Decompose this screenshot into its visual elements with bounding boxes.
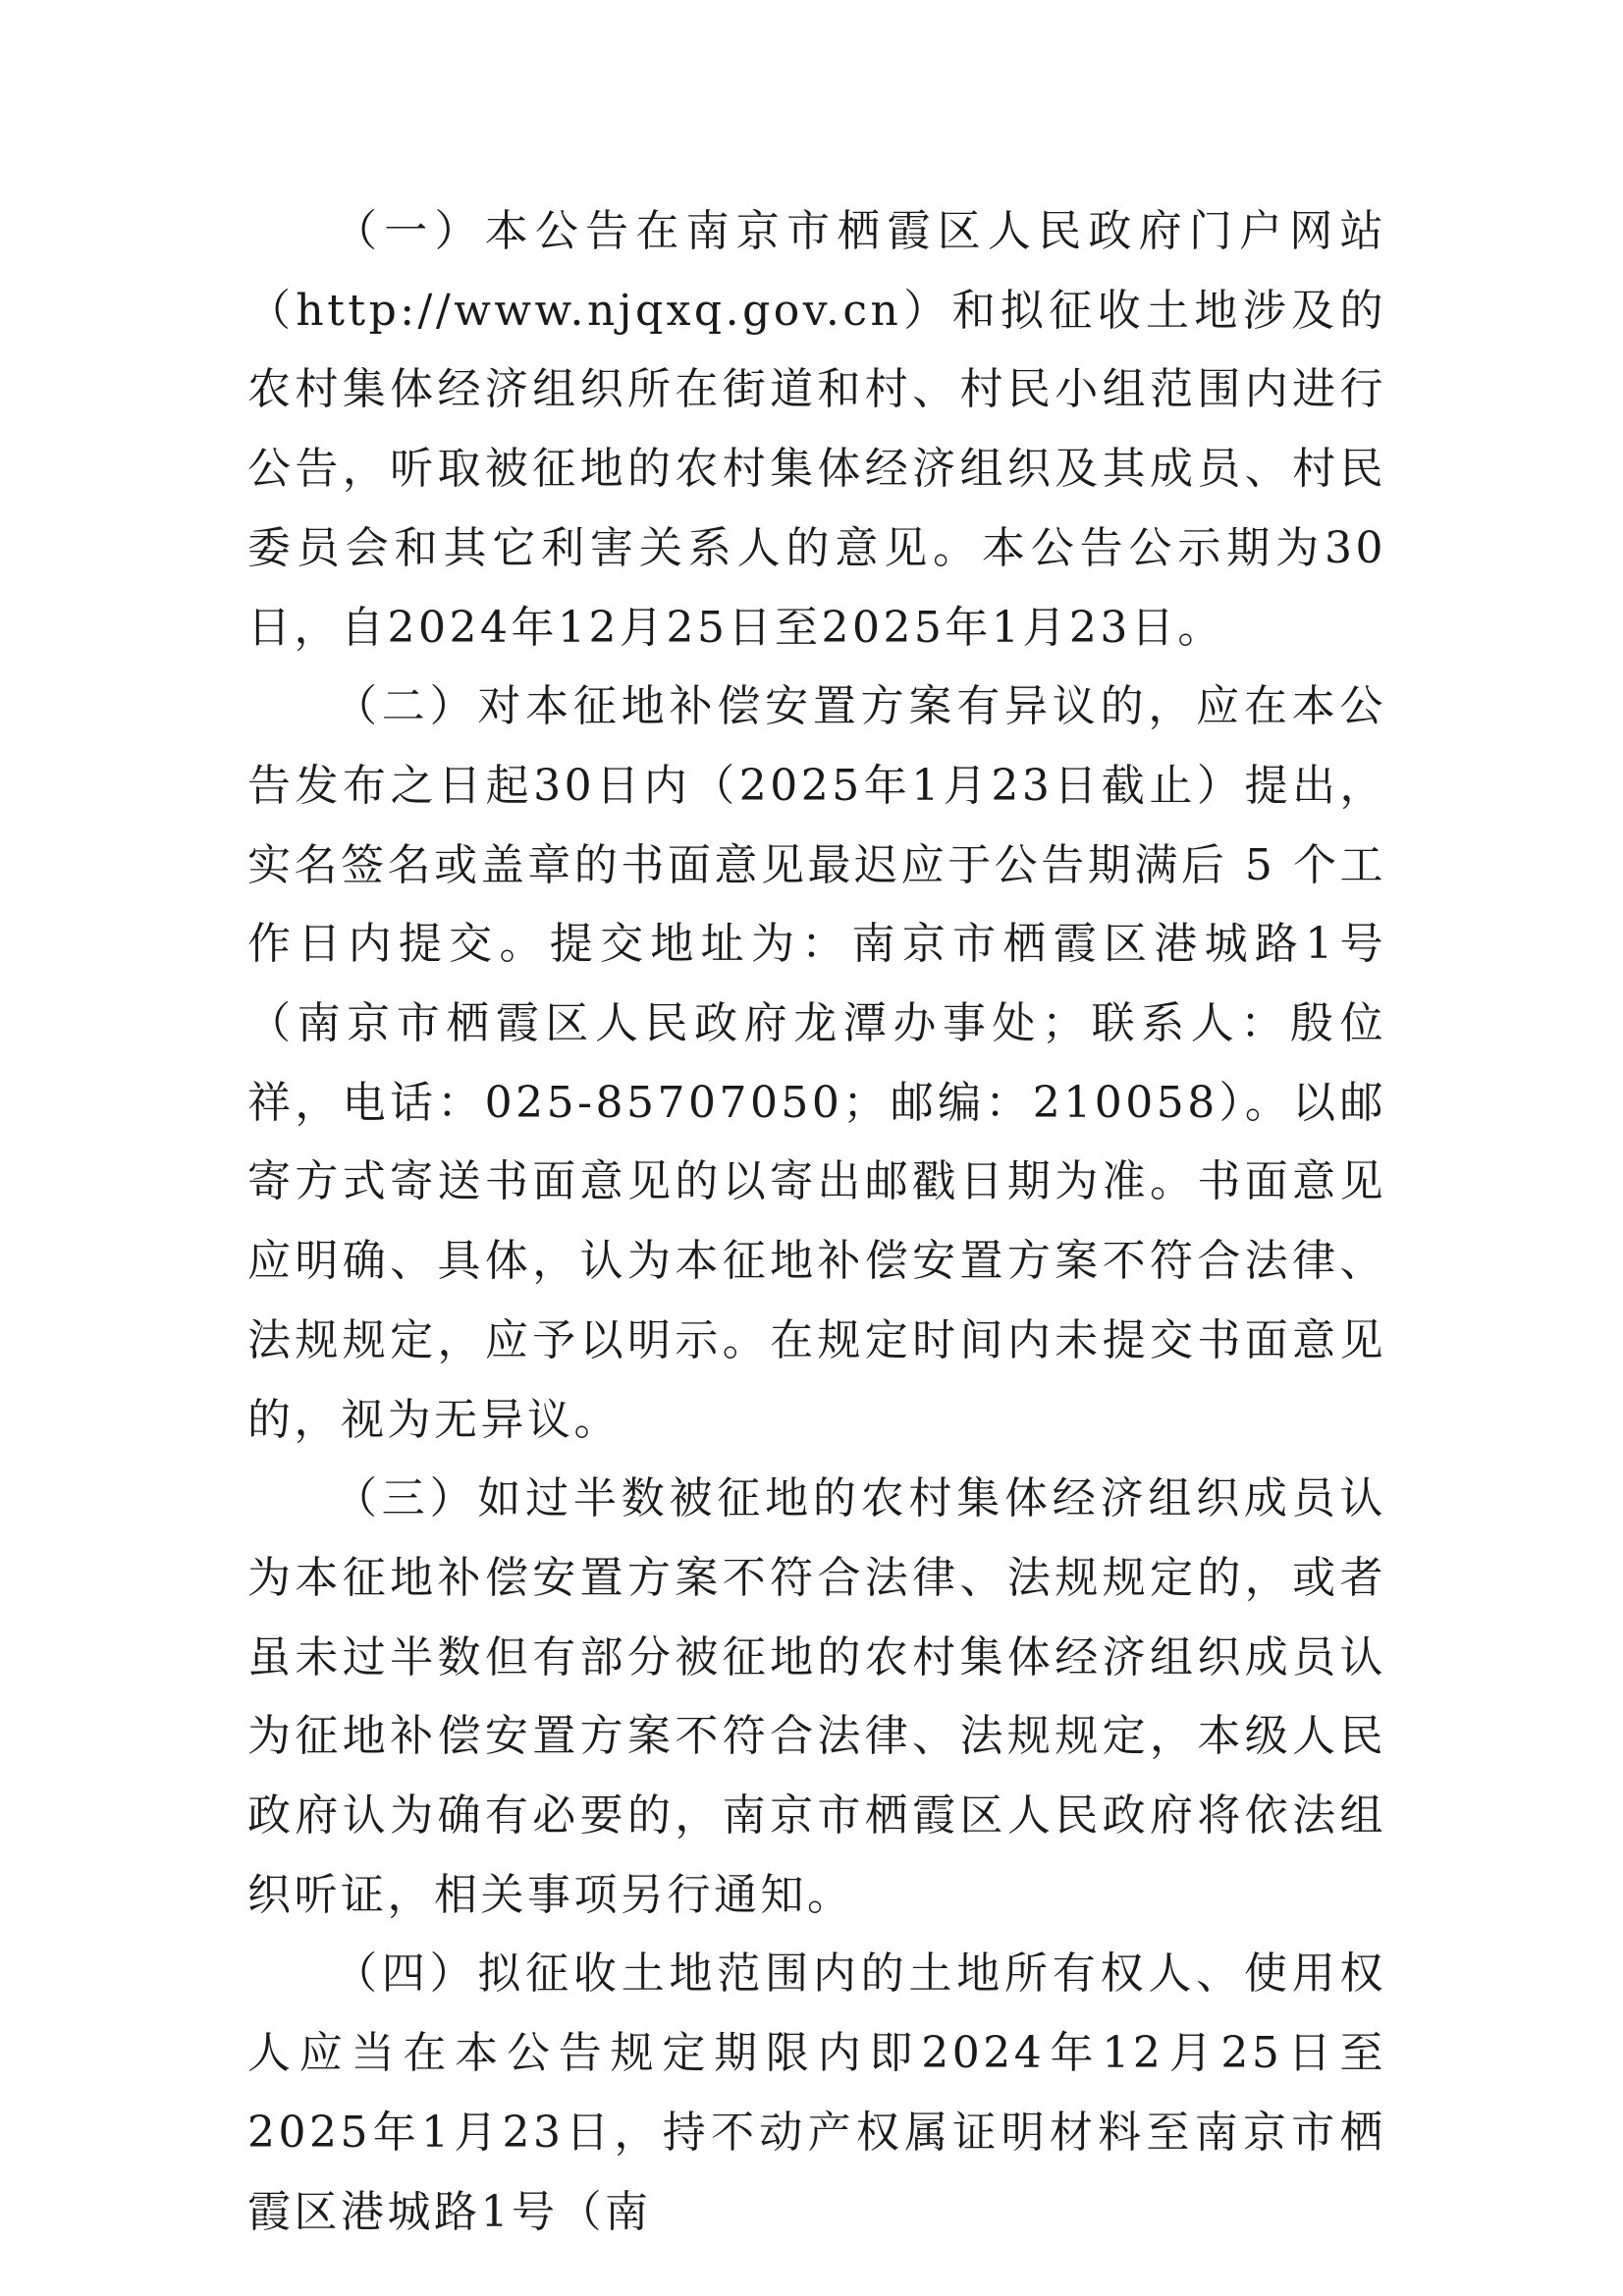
- paragraph-4: （四）拟征收土地范围内的土地所有权人、使用权人应当在本公告规定期限内即2024年12月25日至2025年1月23日，持不动产权属证明材料至南京市栖霞区港城路1号（南: [247, 1949, 1386, 2237]
- announcement-body: [247, 192, 1386, 2252]
- paragraph-1: （一）本公告在南京市栖霞区人民政府门户网站（http://www.njqxq.gov.cn）和拟征收土地涉及的农村集体经济组织所在街道和村、村民小组范围内进行公告，听取被征地的农村集体经济组织及其成员、村民委员会和其它利害关系人的意见。本公告公示期为30日，自2024年12月25日至2025年1月23日。: [247, 206, 1386, 653]
- paragraph-2: （二）对本征地补偿安置方案有异议的，应在本公告发布之日起30日内（2025年1月23日截止）提出，实名签名或盖章的书面意见最迟应于公告期满后 5 个工作日内提交。提交地址为：南京市栖霞区港城路1号（南京市栖霞区人民政府龙潭办事处；联系人：殷位祥，电话：025-85707050；邮编：210058）。以邮寄方式寄送书面意见的以寄出邮戳日期为准。书面意见应明确、具体，认为本征地补偿安置方案不符合法律、法规规定，应予以明示。在规定时间内未提交书面意见的，视为无异议。: [247, 681, 1386, 1445]
- paragraph-3: （三）如过半数被征地的农村集体经济组织成员认为本征地补偿安置方案不符合法律、法规规定的，或者虽未过半数但有部分被征地的农村集体经济组织成员认为征地补偿安置方案不符合法律、法规规定，本级人民政府认为确有必要的，南京市栖霞区人民政府将依法组织听证，相关事项另行通知。: [247, 1473, 1386, 1920]
